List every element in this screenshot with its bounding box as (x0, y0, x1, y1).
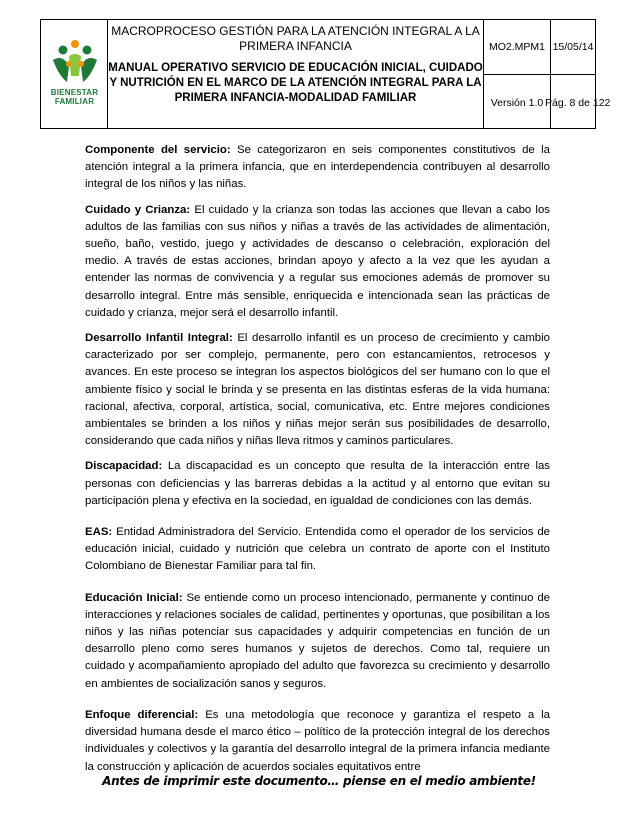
page-number: Pág. 8 de 122 (545, 97, 611, 109)
definition-text: Es una metodología que reconoce y garantiza el respeto a la diversidad humana desde el marco ético – político de la protección integral de los derechos individuales y colectivos y la garantía del desarrollo integral de la primera infancia mediante la construcción y aplicación de acuerdos sociales equitativos entre (85, 708, 550, 773)
header-divider (484, 74, 595, 75)
logo-cell (41, 20, 108, 128)
document-version: Versión 1.0 (490, 97, 544, 109)
manual-title: MANUAL OPERATIVO SERVICIO DE EDUCACIÓN INICIAL, CUIDADO Y NUTRICIÓN EN EL MARCO DE LA ATENCIÓN INTEGRAL PARA LA PRIMERA INFANCIA-MODALIDAD FAMILIAR (108, 62, 483, 104)
title-cell (108, 20, 484, 128)
definition-text: El cuidado y la crianza son todas las acciones que llevan a cabo los adultos de las familias con sus niños y niñas a través de las actividades de alimentación, sueño, baño, vestido, juego y actividades de descanso o celebración, exploración del medio. A través de estas acciones, brindan apoyo y afecto a la vez que les ayudan a entender las normas de convivencia y a regular sus emociones además de promover su desarrollo integral. Entre más sensible, enriquecida e intencionada sean las prácticas de cuidado y crianza, mejor será el desarrollo infantil. (85, 203, 550, 319)
definition-paragraph (85, 707, 550, 776)
document-date: 15/05/14 (552, 41, 594, 53)
definition-text: El desarrollo infantil es un proceso de crecimiento y cambio caracterizado por ser complejo, permanente, pero con estancamientos, retrocesos y avances. En este proceso se integran los aspectos biológicos del ser humano con lo que el ambiente físico y social le brinda y se presenta en las distintas esferas de la vida humana: racional, afectiva, corporal, artística, social, comunicativa, etc. Entre mejores condiciones ambientales se brinden a los niños y niñas mejor serán sus posibilidades de desarrollo, considerando que cada niños y niñas lleva ritmos y caminos particulares. (85, 332, 551, 448)
footer-note: Antes de imprimir este documento… piense en el medio ambiente! (102, 774, 536, 788)
definition-paragraph (85, 524, 550, 576)
definition-text: La discapacidad es un concepto que resulta de la interacción entre las personas con deficiencias y las barreras debidas a la actitud y al entorno que evitan su participación plena y efectiva en la sociedad, en igualdad de condiciones con las demás. (85, 460, 550, 507)
definition-text: Entidad Administradora del Servicio. Entendida como el operador de los servicios de educación inicial, cuidado y nutrición que celebra un contrato de aporte con el Instituto Colombiano de Bienestar Familiar para tal fin. (85, 526, 550, 573)
definition-text: Se categorizaron en seis componentes constitutivos de la atención integral a la primera infancia, que en interdependencia contribuyen al desarrollo integral de los niños y las niñas. (85, 144, 550, 191)
definition-term: EAS: (85, 526, 113, 539)
document-header-table (40, 19, 611, 129)
document-code: MO2.MPM1 (488, 41, 545, 53)
definition-paragraph (85, 458, 550, 510)
logo-text-line-1: BIENESTAR (50, 88, 99, 97)
definition-term: Cuidado y Crianza: (85, 203, 191, 216)
document-body (85, 142, 550, 784)
definition-term: Componente del servicio: (85, 144, 231, 156)
definition-term: Desarrollo Infantil Integral: (85, 332, 233, 345)
definition-term: Enfoque diferencial: (85, 708, 199, 721)
definition-term: Discapacidad: (85, 460, 163, 473)
definition-paragraph (85, 142, 550, 194)
definition-paragraph (85, 202, 550, 322)
definition-term: Educación Inicial: (85, 591, 183, 604)
definition-paragraph (85, 590, 550, 693)
definition-paragraph (85, 330, 550, 450)
macroprocess-title: MACROPROCESO GESTIÓN PARA LA ATENCIÓN INTEGRAL A LA PRIMERA INFANCIA (111, 24, 480, 53)
definition-text: Se entiende como un proceso intencionado, permanente y continuo de interacciones y relaciones sociales de calidad, pertinentes y oportunas, que posibilitan a los niños y las niñas potenciar sus capacidades y adquirir competencias en función de un desarrollo pleno como seres humanos y sujetos de derechos. Como tal, requiere un cuidado y acompañamiento apropiado del adulto que favorezca su crecimiento y desarrollo en ambientes de socialización sanos y seguros. (85, 591, 550, 690)
logo-text-line-2: FAMILIAR (54, 97, 95, 106)
